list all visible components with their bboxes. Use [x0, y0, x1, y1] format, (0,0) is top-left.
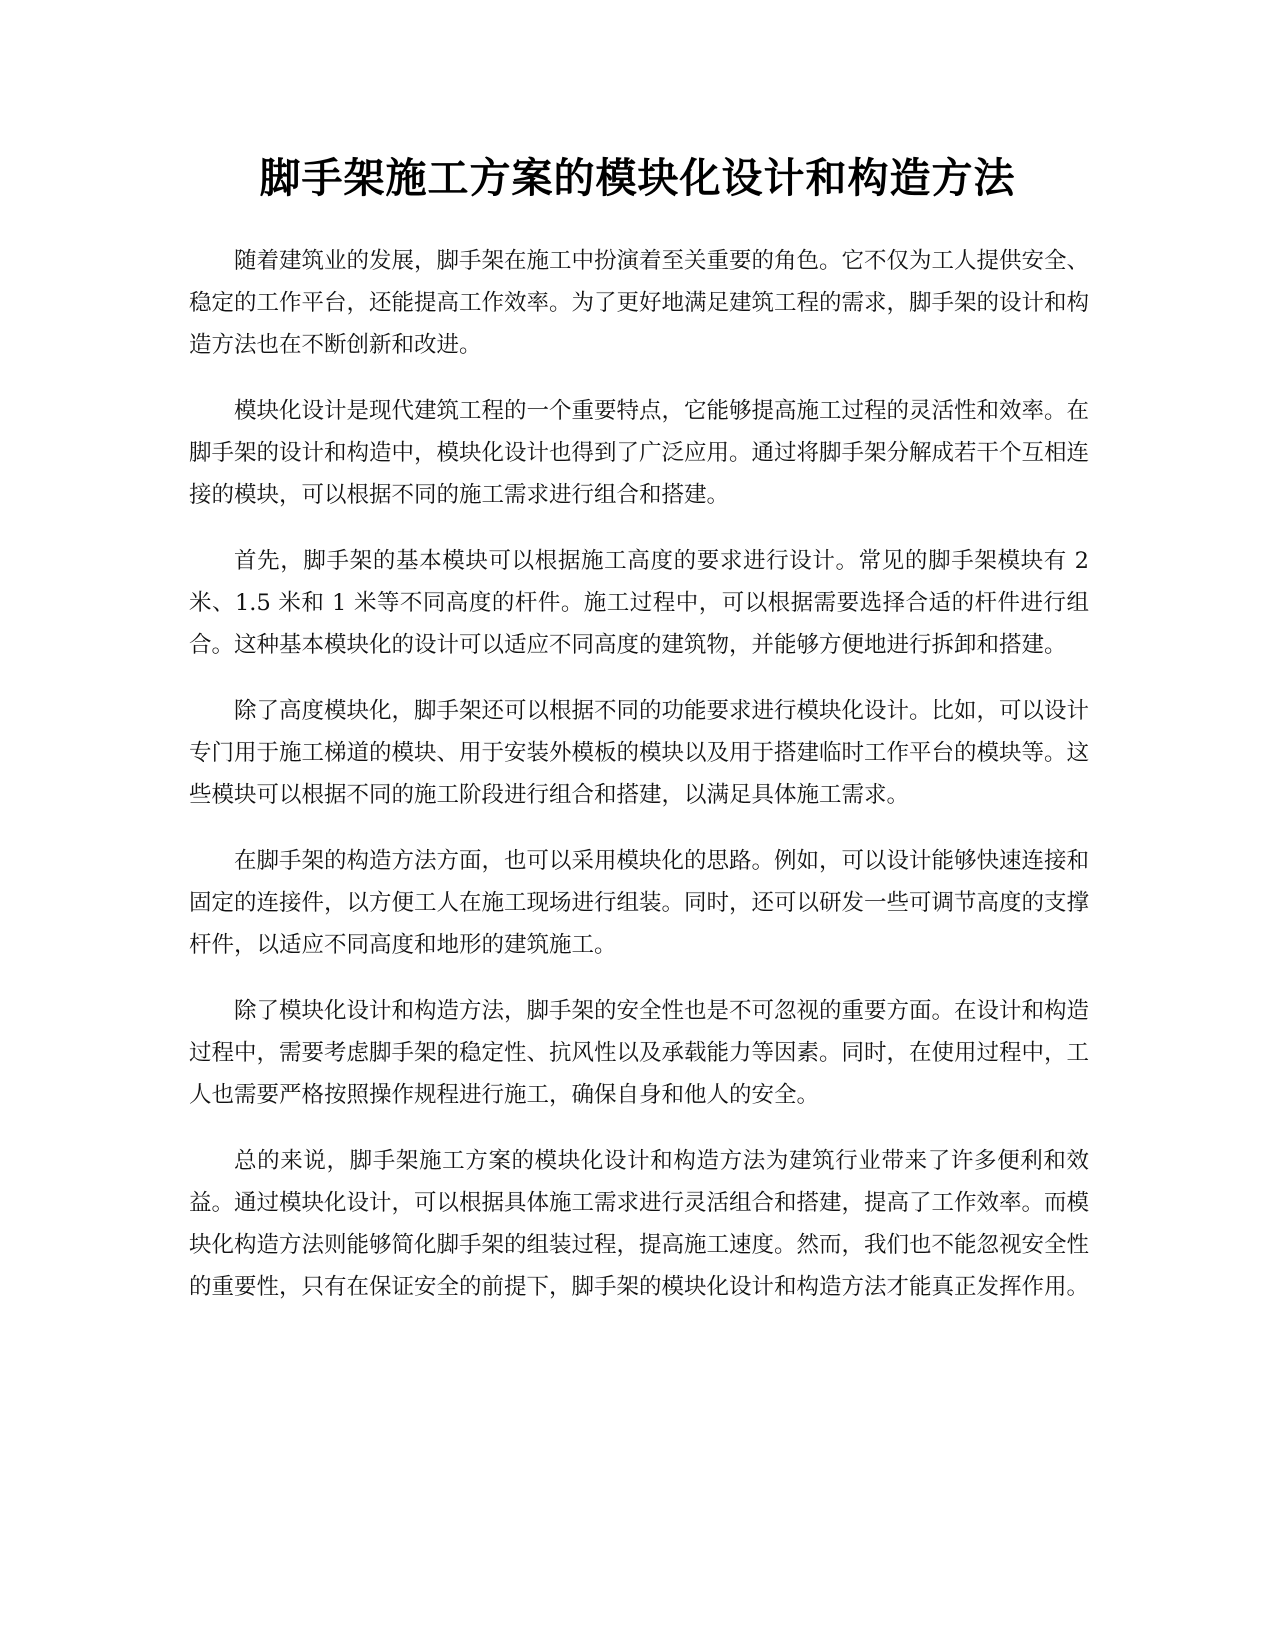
paragraph-2: 模块化设计是现代建筑工程的一个重要特点，它能够提高施工过程的灵活性和效率。在脚手架的设计和构造中，模块化设计也得到了广泛应用。通过将脚手架分解成若干个互相连接的模块，可以根据不同的施工需求进行组合和搭建。 — [189, 398, 1090, 508]
document-title: 脚手架施工方案的模块化设计和构造方法 — [259, 154, 1016, 202]
paragraph-7: 总的来说，脚手架施工方案的模块化设计和构造方法为建筑行业带来了许多便利和效益。通过模块化设计，可以根据具体施工需求进行灵活组合和搭建，提高了工作效率。而模块化构造方法则能够简化脚手架的组装过程，提高施工速度。然而，我们也不能忽视安全性的重要性，只有在保证安全的前提下，脚手架的模块化设计和构造方法才能真正发挥作用。 — [189, 1148, 1090, 1300]
document-body — [189, 240, 1089, 1332]
paragraph-4: 除了高度模块化，脚手架还可以根据不同的功能要求进行模块化设计。比如，可以设计专门用于施工梯道的模块、用于安装外模板的模块以及用于搭建临时工作平台的模块等。这些模块可以根据不同的施工阶段进行组合和搭建，以满足具体施工需求。 — [189, 698, 1090, 808]
paragraph-5: 在脚手架的构造方法方面，也可以采用模块化的思路。例如，可以设计能够快速连接和固定的连接件，以方便工人在施工现场进行组装。同时，还可以研发一些可调节高度的支撑杆件，以适应不同高度和地形的建筑施工。 — [189, 848, 1090, 958]
paragraph-3: 首先，脚手架的基本模块可以根据施工高度的要求进行设计。常见的脚手架模块有 2 米、1.5 米和 1 米等不同高度的杆件。施工过程中，可以根据需要选择合适的杆件进行组合。这种基本模块化的设计可以适应不同高度的建筑物，并能够方便地进行拆卸和搭建。 — [189, 548, 1089, 658]
paragraph-6: 除了模块化设计和构造方法，脚手架的安全性也是不可忽视的重要方面。在设计和构造过程中，需要考虑脚手架的稳定性、抗风性以及承载能力等因素。同时，在使用过程中，工人也需要严格按照操作规程进行施工，确保自身和他人的安全。 — [189, 998, 1090, 1108]
paragraph-1: 随着建筑业的发展，脚手架在施工中扮演着至关重要的角色。它不仅为工人提供安全、稳定的工作平台，还能提高工作效率。为了更好地满足建筑工程的需求，脚手架的设计和构造方法也在不断创新和改进。 — [189, 248, 1090, 358]
